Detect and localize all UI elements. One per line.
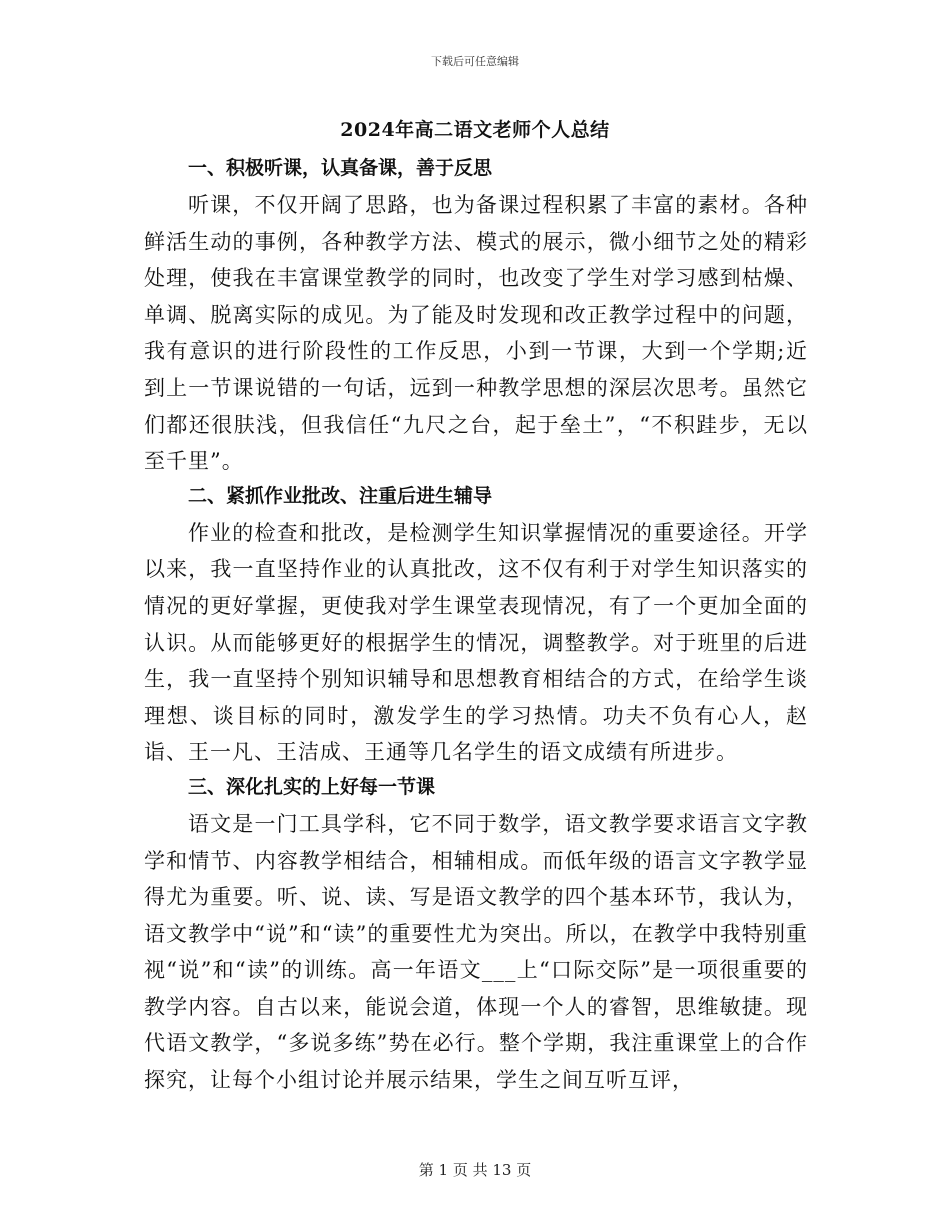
section-heading-3: 三、深化扎实的上好每一节课 <box>188 775 436 798</box>
page-footer: 第 1 页 共 13 页 <box>418 1161 532 1179</box>
section-paragraph-3: 语文是一门工具学科，它不同于数学，语文教学要求语言文字教学和情节、内容教学相结合，相辅相成。而低年级的语言文字教学显得尤为重要。听、说、读、写是语文教学的四个基本环节，我认为，语文教学中“说”和“读”的重要性尤为突出。所以，在教学中我特别重视“说”和“读”的训练。高一年语文___上“口际交际”是一项很重要的教学内容。自古以来，能说会道，体现一个人的睿智，思维敏捷。现代语文教学，“多说多练”势在必行。整个学期，我注重课堂上的合作探究，让每个小组讨论并展示结果，学生之间互听互评， <box>144 811 808 1093</box>
section-heading-2: 二、紧抓作业批改、注重后进生辅导 <box>188 484 493 507</box>
document-title: 2024年高二语文老师个人总结 <box>340 119 610 141</box>
section-paragraph-2: 作业的检查和批改，是检测学生知识掌握情况的重要途径。开学以来，我一直坚持作业的认真批改，这不仅有利于对学生知识落实的情况的更好掌握，更使我对学生课堂表现情况，有了一个更加全面的认识。从而能够更好的根据学生的情况，调整教学。对于班里的后进生，我一直坚持个别知识辅导和思想教育相结合的方式，在给学生谈理想、谈目标的同时，激发学生的学习热情。功夫不负有心人，赵诣、王一凡、王洁成、王通等几名学生的语文成绩有所进步。 <box>144 520 808 765</box>
section-paragraph-1: 听课，不仅开阔了思路，也为备课过程积累了丰富的素材。各种鲜活生动的事例，各种教学方法、模式的展示，微小细节之处的精彩处理，使我在丰富课堂教学的同时，也改变了学生对学习感到枯燥、单调、脱离实际的成见。为了能及时发现和改正教学过程中的问题，我有意识的进行阶段性的工作反思，小到一节课，大到一个学期;近到上一节课说错的一句话，远到一种教学思想的深层次思考。虽然它们都还很肤浅，但我信任“九尺之台，起于垒土”，“不积跬步，无以至千里”。 <box>144 193 808 474</box>
header-note: 下载后可任意编辑 <box>431 55 519 68</box>
document-body <box>144 152 808 1099</box>
section-heading-1: 一、积极听课，认真备课，善于反思 <box>188 157 493 179</box>
